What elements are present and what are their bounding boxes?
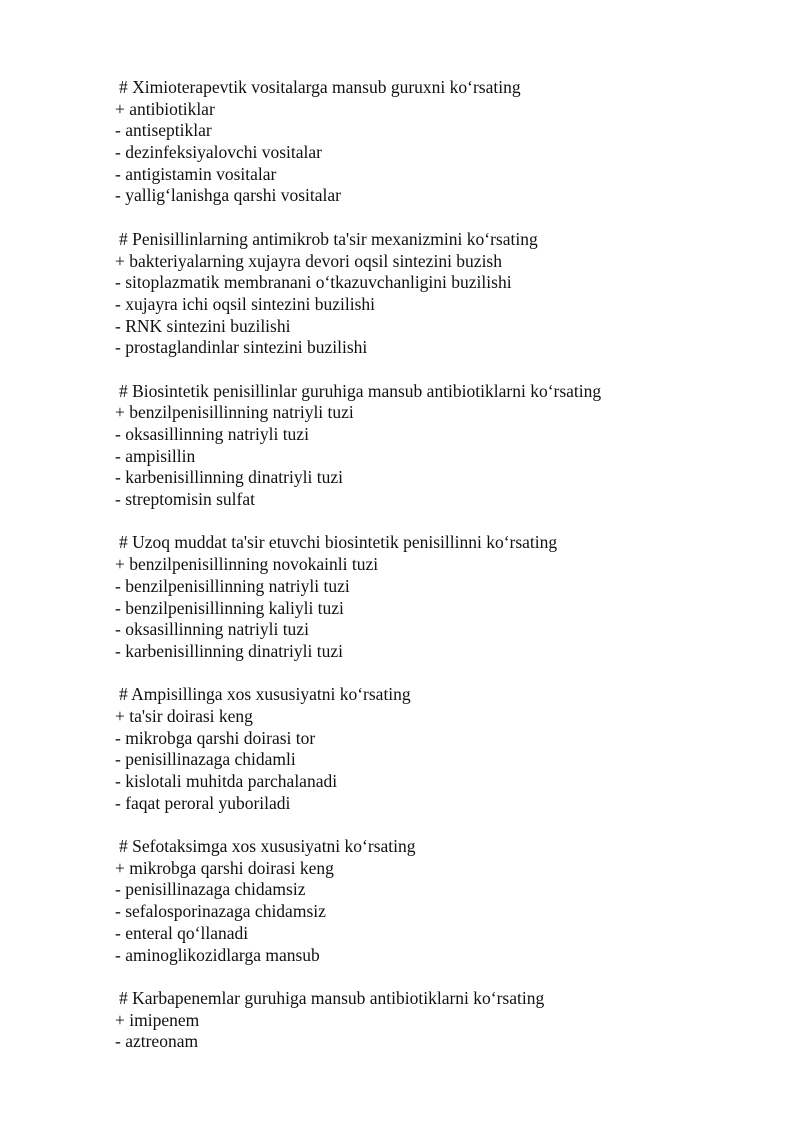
question-text: # Ximioterapevtik vositalarga mansub guruxni koʻrsating (119, 77, 521, 97)
question-text: # Biosintetik penisillinlar guruhiga mansub antibiotiklarni koʻrsating (119, 380, 602, 401)
answer-correct: + benzilpenisillinning natriyli tuzi (115, 402, 354, 423)
question-block (115, 836, 755, 966)
answer-option: - faqat peroral yuboriladi (115, 792, 291, 813)
answer-correct: + mikrobga qarshi doirasi keng (115, 857, 334, 878)
answer-correct: + antibiotiklar (115, 98, 215, 119)
answer-correct: + benzilpenisillinning novokainli tuzi (115, 554, 379, 575)
answer-option: - oksasillinning natriyli tuzi (115, 619, 309, 640)
answer-option: - enteral qoʻllanadi (115, 922, 249, 943)
answer-option: - kislotali muhitda parchalanadi (115, 771, 338, 791)
answer-option: - ampisillin (115, 445, 196, 466)
answer-option: - prostaglandinlar sintezini buzilishi (115, 337, 368, 358)
answer-option: - karbenisillinning dinatriyli tuzi (115, 467, 343, 488)
question-block (115, 229, 755, 359)
answer-option: - penisillinazaga chidamli (115, 749, 296, 770)
answer-correct: + imipenem (115, 1009, 200, 1030)
answer-correct: + ta'sir doirasi keng (115, 705, 253, 726)
answer-option: - yalligʻlanishga qarshi vositalar (115, 185, 341, 206)
answer-option: - sefalosporinazaga chidamsiz (115, 901, 326, 922)
question-text: # Uzoq muddat ta'sir etuvchi biosintetik penisillinni koʻrsating (119, 532, 558, 553)
answer-option: - RNK sintezini buzilishi (115, 315, 291, 336)
answer-option: - oksasillinning natriyli tuzi (115, 424, 309, 444)
answer-option: - aztreonam (115, 1031, 199, 1052)
answer-option: - mikrobga qarshi doirasi tor (115, 727, 316, 748)
document-content (115, 77, 755, 1075)
answer-option: - xujayra ichi oqsil sintezini buzilishi (115, 293, 376, 314)
answer-option: - aminoglikozidlarga mansub (115, 944, 320, 965)
question-block (115, 77, 755, 207)
answer-correct: + bakteriyalarning xujayra devori oqsil sintezini buzish (115, 250, 502, 271)
question-block (115, 988, 755, 1053)
question-block (115, 532, 755, 662)
answer-option: - antigistamin vositalar (115, 163, 277, 184)
answer-option: - streptomisin sulfat (115, 489, 255, 510)
answer-option: - benzilpenisillinning natriyli tuzi (115, 575, 350, 596)
answer-option: - dezinfeksiyalovchi vositalar (115, 142, 323, 163)
answer-option: - benzilpenisillinning kaliyli tuzi (115, 597, 344, 618)
question-block (115, 684, 755, 814)
question-block (115, 381, 755, 511)
answer-option: - karbenisillinning dinatriyli tuzi (115, 640, 343, 661)
answer-option: - penisillinazaga chidamsiz (115, 879, 306, 900)
answer-option: - sitoplazmatik membranani oʻtkazuvchanligini buzilishi (115, 272, 512, 293)
answer-option: - antiseptiklar (115, 120, 212, 141)
question-text: # Sefotaksimga xos xususiyatni koʻrsating (119, 836, 416, 857)
question-text: # Penisillinlarning antimikrob ta'sir mexanizmini koʻrsating (119, 228, 538, 249)
question-text: # Karbapenemlar guruhiga mansub antibiotiklarni koʻrsating (119, 987, 545, 1008)
question-text: # Ampisillinga xos xususiyatni koʻrsating (119, 684, 411, 705)
